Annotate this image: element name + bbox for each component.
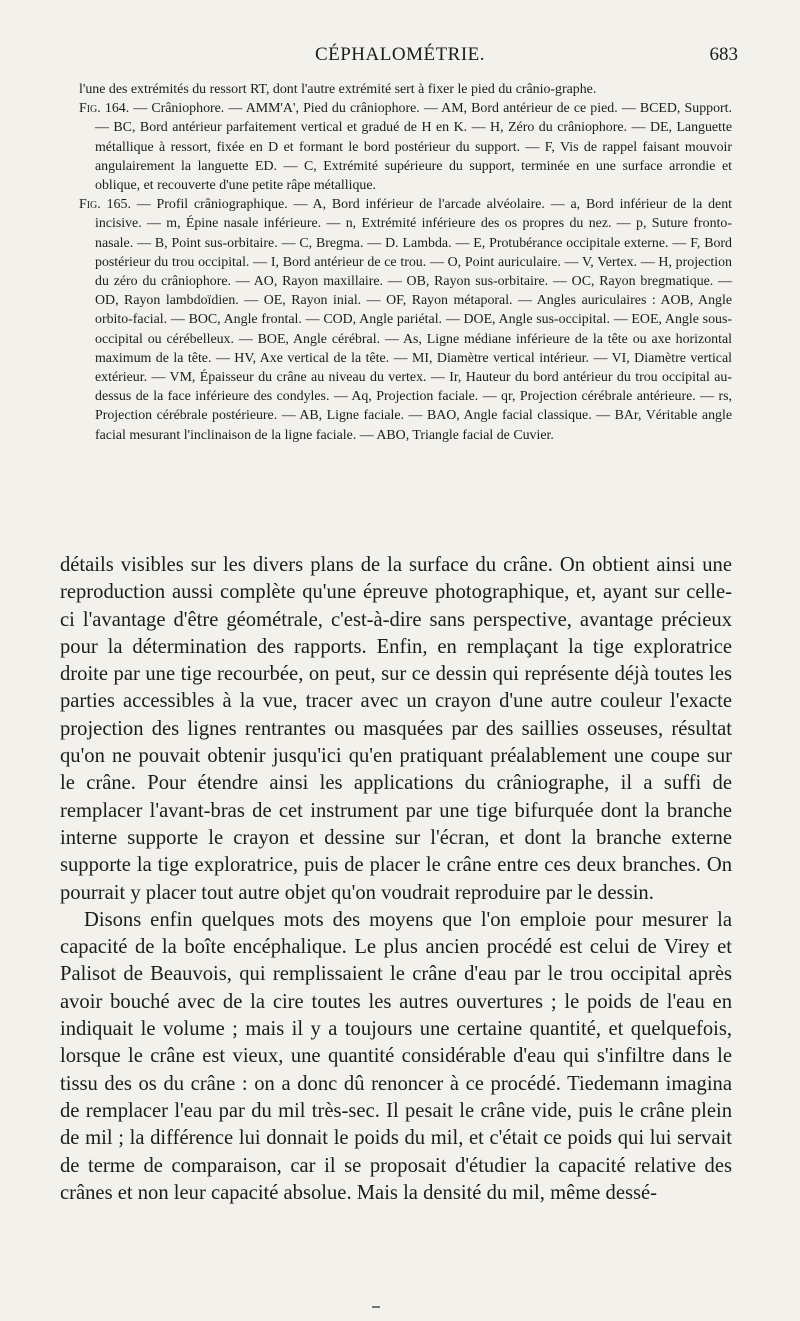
printer-mark (372, 1306, 380, 1308)
caption-text: l'une des extrémités du ressort RT, dont l'autre extrémité sert à fixer le pied du crânio-graphe. (79, 82, 597, 97)
body-paragraph-2: Disons enfin quelques mots des moyens que l'on emploie pour mesurer la capacité de la boîte encéphalique. Le plus ancien procédé est celui de Virey et Palisot de Beauvois, qui remplissaient le crâne d'eau par le trou occipital après avoir bouché avec de la cire toutes les autres ouvertures ; le poids de l'eau en indiquait le volume ; mais il y a toujours une certaine quantité, et quelquefois, lorsque le crâne est vieux, une quantité considérable d'eau qui s'infiltre dans le tissu des os du crâne : on a donc dû renoncer à ce procédé. Tiedemann imagina de remplacer l'eau par du mil très-sec. Il pesait le crâne vide, puis le crâne plein de mil ; la différence lui donnait le poids du mil, et c'était ce poids qui lui servait de terme de comparaison, car il se proposait d'étudier la capacité relative des crânes et non leur capacité absolue. Mais la densité du mil, même dessé- (60, 908, 732, 1204)
body-paragraph-1: détails visibles sur les divers plans de la surface du crâne. On obtient ainsi une reproduction aussi complète qu'une épreuve photographique, et, ayant sur celle-ci l'avantage d'être géométrale, c'est-à-dire sans perspective, avantage précieux pour la détermination des rapports. Enfin, en remplaçant la tige exploratrice droite par une tige recourbée, on peut, sur ce dessin qui représente déjà toutes les parties accessibles à la vue, tracer avec un crayon d'une autre couleur l'exacte projection des lignes rentrantes ou masquées par des saillies osseuses, résultat qu'on ne pouvait obtenir jusqu'ici qu'en pratiquant préalablement une coupe sur le crâne. Pour étendre ainsi les applications du crâniographe, il a suffi de remplacer l'avant-bras de cet instrument par une tige bifurquée dont la branche interne supporte le crayon et dessine sur l'écran, et dont la branche externe supporte la tige exploratrice, puis de placer le crâne entre ces deux branches. On pourrait y placer tout autre objet qu'on voudrait reproduire par le dessin. (60, 554, 732, 904)
caption-text: — Crâniophore. — AMM'A', Pied du crâniophore. — AM, Bord antérieur de ce pied. — BCED, Support. — BC, Bord antérieur parfaitement vertical et gradué de H en K. — H, Zéro du crâniophore. — DE, Languette métallique à ressort, fixée en D et formant le bord postérieur du support. — F, Vis de rappel faisant mouvoir angulairement la languette ED. — C, Extrémité supérieure du support, terminée en une surface arrondie et oblique, et recouverte d'une petite râpe métallique. (95, 101, 732, 194)
caption-text: — Profil crâniographique. — A, Bord inférieur de l'arcade alvéolaire. — a, Bord inférieur de la dent incisive. — m, Épine nasale inférieure. — n, Extrémité inférieure des os propres du nez. — p, Suture fronto-nasale. — B, Point sus-orbitaire. — C, Bregma. — D. Lambda. — E, Protubérance occipitale externe. — F, Bord postérieur du trou occipital. — I, Bord antérieur de ce trou. — O, Point auriculaire. — V, Vertex. — H, projection du zéro du crâniophore. — AO, Rayon maxillaire. — OB, Rayon sus-orbitaire. — OC, Rayon bregmatique. — OD, Rayon lambdoïdien. — OE, Rayon inial. — OF, Rayon métaporal. — Angles auriculaires : AOB, Angle orbito-facial. — BOC, Angle frontal. — COD, Angle pariétal. — DOE, Angle sus-occipital. — EOE, Angle sous-occipital ou cérébelleux. — BOE, Angle cérébral. — As, Ligne médiane inférieure de la tête ou axe horizontal maximum de la tête. — HV, Axe vertical de la tête. — MI, Diamètre vertical intérieur. — VI, Diamètre vertical extérieur. — VM, Épaisseur du crâne au niveau du vertex. — Ir, Hauteur du bord antérieur du trou occipital au-dessus de la face inférieure des condyles. — Aq, Projection faciale. — qr, Projection cérébrale antérieure. — rs, Projection cérébrale postérieure. — AB, Ligne faciale. — BAO, Angle facial classique. — BAr, Véritable angle facial mesurant l'inclinaison de la ligne faciale. — ABO, Triangle facial de Cuvier. (95, 197, 733, 443)
page-number: 683 (709, 44, 738, 65)
caption-fig-165 (79, 195, 732, 445)
running-title: CÉPHALOMÉTRIE. (314, 44, 486, 65)
page-header (0, 44, 800, 74)
caption-label: Fig. 164. (79, 101, 130, 117)
body-text (60, 552, 732, 1207)
figure-captions (79, 80, 732, 445)
caption-fig-164 (79, 99, 732, 195)
caption-continuation (79, 80, 732, 99)
caption-label: Fig. 165. (79, 197, 131, 213)
